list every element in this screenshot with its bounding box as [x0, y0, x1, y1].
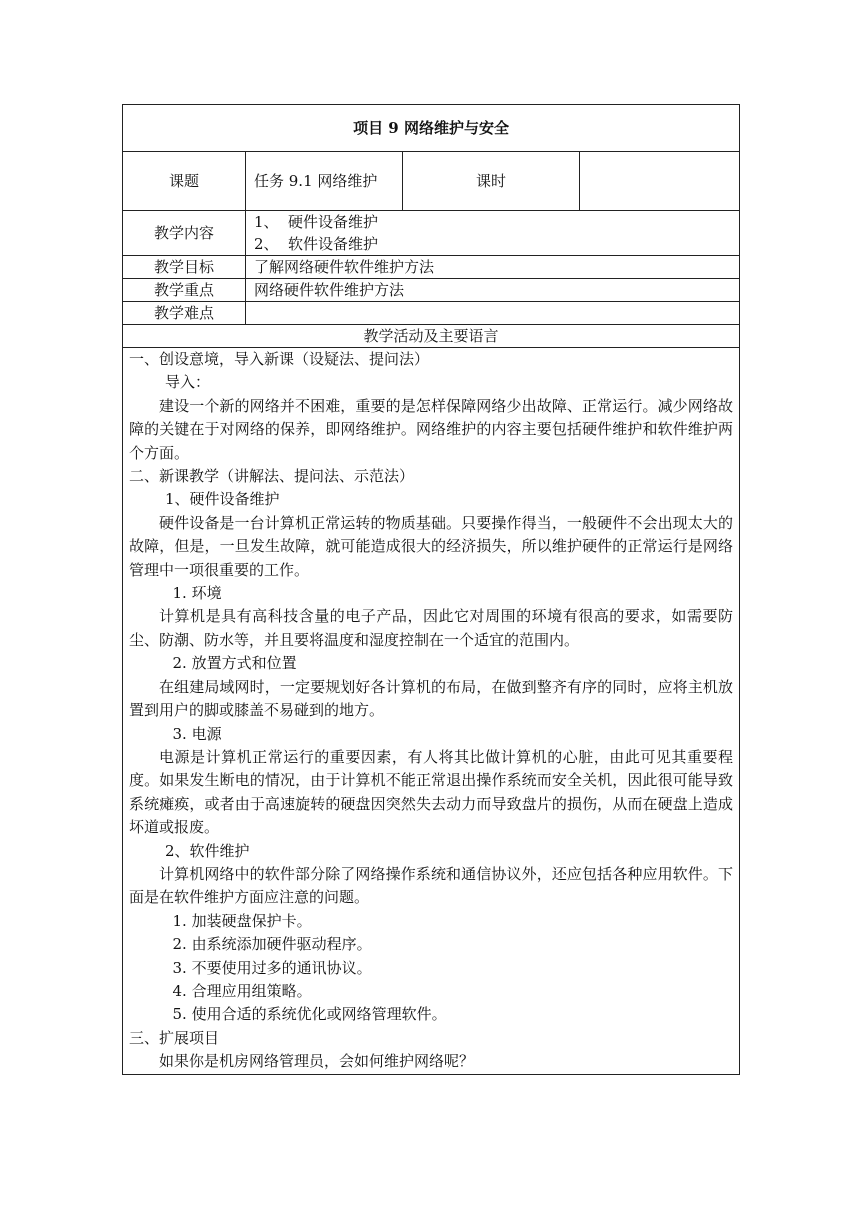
content-label: 教学内容	[123, 211, 246, 256]
subsection-heading: 3. 电源	[172, 724, 222, 743]
key-point-value: 网络硬件软件维护方法	[246, 279, 740, 302]
content-item	[254, 211, 739, 233]
subsection-heading: 1. 环境	[172, 584, 222, 603]
hours-label: 课时	[403, 152, 580, 211]
goal-value: 了解网络硬件软件维护方法	[246, 256, 740, 279]
extension-paragraph: 如果你是机房网络管理员，会如何维护网络呢？	[159, 1052, 475, 1071]
lesson-plan-table	[122, 104, 740, 1075]
section-heading: 三、扩展项目	[129, 1028, 220, 1047]
content-item-number: 1、	[254, 213, 279, 231]
key-point-label: 教学重点	[123, 279, 246, 302]
subsection-heading: 2、软件维护	[165, 841, 250, 860]
software-list-item: 1. 加装硬盘保护卡。	[172, 911, 312, 930]
activities-body	[123, 348, 740, 1075]
environment-paragraph: 计算机是具有高科技含量的电子产品，因此它对周围的环境有很高的要求，如需要防尘、防潮、防水等，并且要将温度和湿度控制在一个适宜的范围内。	[129, 607, 734, 649]
software-list-item: 3. 不要使用过多的通讯协议。	[172, 958, 372, 977]
intro-label: 导入：	[165, 373, 211, 392]
content-item-text: 硬件设备维护	[288, 213, 379, 231]
subsection-heading: 1、硬件设备维护	[165, 490, 280, 509]
hours-value	[580, 152, 740, 211]
section-heading: 一、创设意境，导入新课（设疑法、提问法）	[129, 350, 430, 368]
software-paragraph: 计算机网络中的软件部分除了网络操作系统和通信协议外，还应包括各种应用软件。下面是在软件维护方面应注意的问题。	[129, 864, 734, 907]
subsection-heading: 2. 放置方式和位置	[172, 654, 297, 673]
software-list-item: 5. 使用合适的系统优化或网络管理软件。	[172, 1005, 447, 1024]
activities-header: 教学活动及主要语言	[123, 325, 740, 348]
content-list	[246, 211, 740, 256]
section-heading: 二、新课教学（讲解法、提问法、示范法）	[129, 467, 415, 486]
content-item-text: 软件设备维护	[288, 235, 379, 253]
software-list-item: 4. 合理应用组策略。	[172, 981, 312, 1000]
content-item-number: 2、	[254, 235, 279, 253]
content-item	[254, 233, 739, 255]
topic-value: 任务 9.1 网络维护	[246, 152, 403, 211]
placement-paragraph: 在组建局域网时，一定要规划好各计算机的布局，在做到整齐有序的同时，应将主机放置到用户的脚或膝盖不易碰到的地方。	[129, 677, 734, 720]
difficulty-label: 教学难点	[123, 302, 246, 325]
software-list-item: 2. 由系统添加硬件驱动程序。	[172, 935, 372, 954]
topic-label: 课题	[123, 152, 246, 211]
goal-label: 教学目标	[123, 256, 246, 279]
intro-paragraph: 建设一个新的网络并不困难，重要的是怎样保障网络少出故障、正常运行。减少网络故障的关键在于对网络的保养，即网络维护。网络维护的内容主要包括硬件维护和软件维护两个方面。	[129, 396, 734, 462]
document-title: 项目 9 网络维护与安全	[123, 105, 740, 152]
difficulty-value	[246, 302, 740, 325]
power-paragraph: 电源是计算机正常运行的重要因素，有人将其比做计算机的心脏，由此可见其重要程度。如果发生断电的情况，由于计算机不能正常退出操作系统而安全关机，因此很可能导致系统瘫痪，或者由于高速旋转的硬盘因突然失去动力而导致盘片的损伤，从而在硬盘上造成坏道或报废。	[129, 747, 734, 837]
hardware-paragraph: 硬件设备是一台计算机正常运转的物质基础。只要操作得当，一般硬件不会出现太大的故障，但是，一旦发生故障，就可能造成很大的经济损失，所以维护硬件的正常运行是网络管理中一项很重要的工作。	[129, 513, 734, 579]
